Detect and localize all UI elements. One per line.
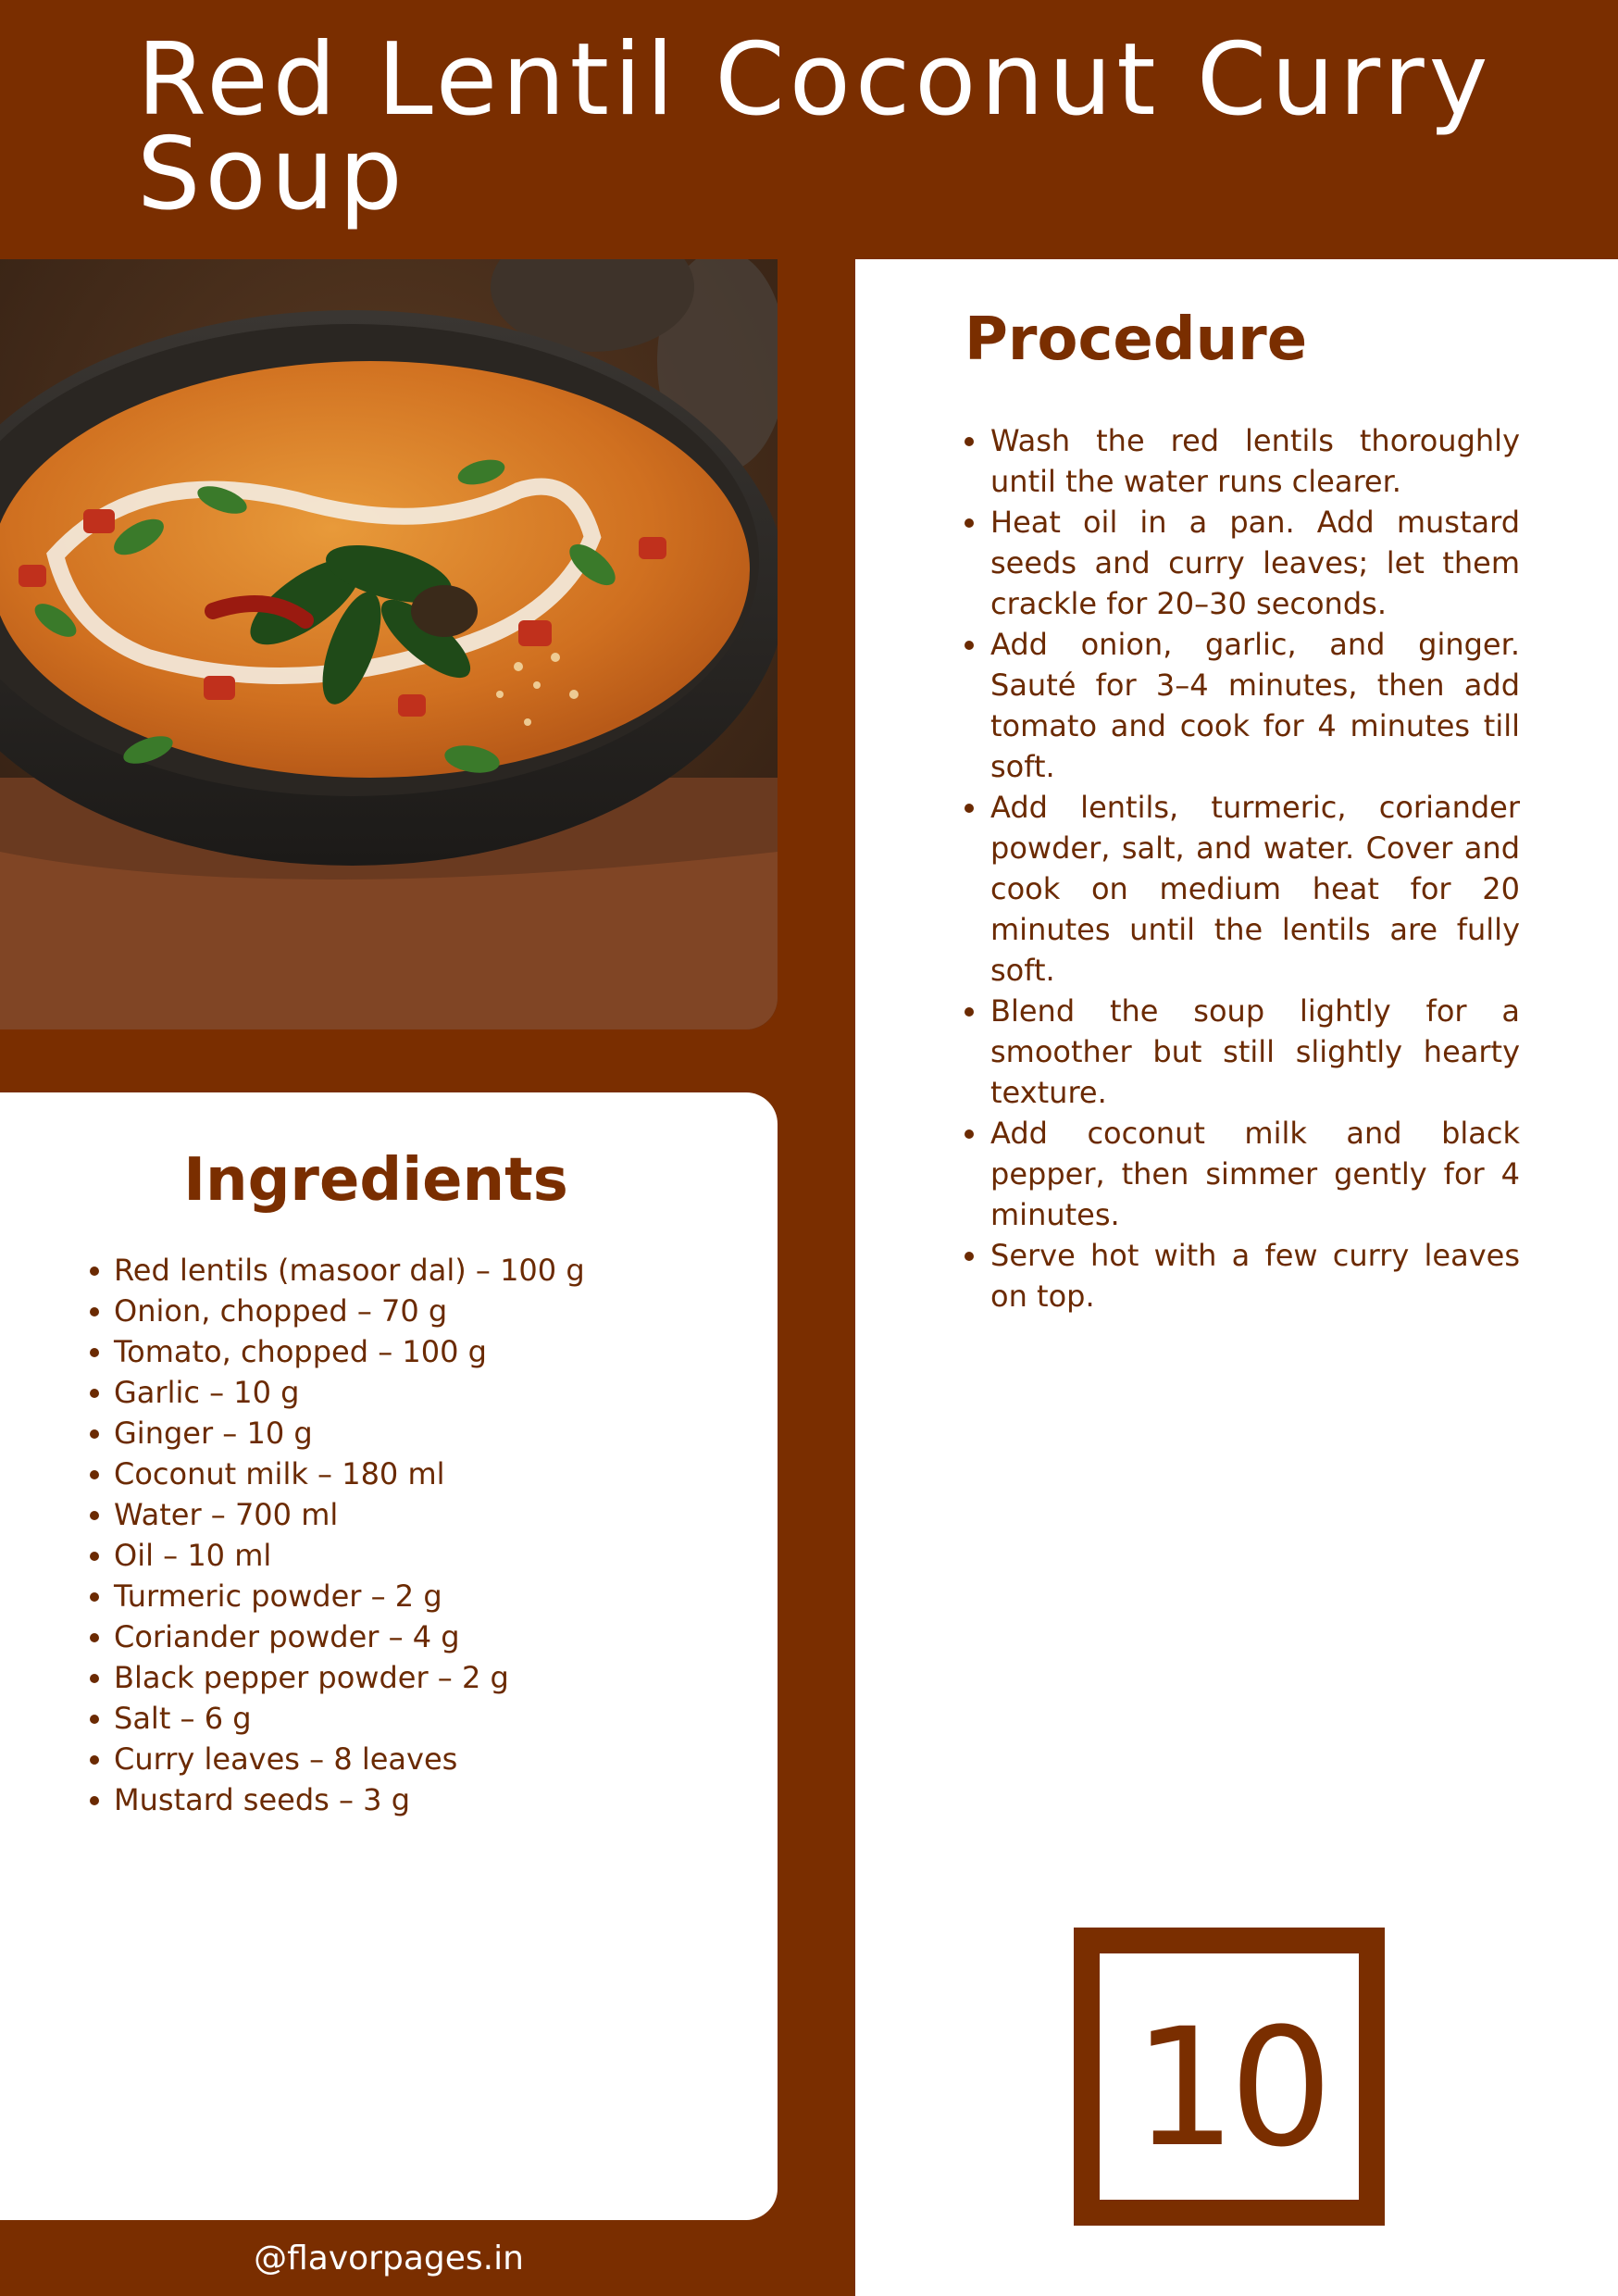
ingredient-item: Red lentils (masoor dal) – 100 g [114, 1250, 725, 1291]
ingredient-item: Water – 700 ml [114, 1494, 725, 1535]
procedure-list [990, 420, 1520, 1316]
ingredient-item: Garlic – 10 g [114, 1372, 725, 1413]
ingredients-list [114, 1250, 725, 1820]
lentil-soup-bowl-image [0, 259, 778, 1029]
ingredient-item: Onion, chopped – 70 g [114, 1291, 725, 1331]
page-number-box [1074, 1928, 1385, 2226]
ingredient-item: Tomato, chopped – 100 g [114, 1331, 725, 1372]
procedure-heading: Procedure [965, 306, 1308, 374]
page-number: 10 [1133, 1993, 1326, 2183]
ingredient-item: Mustard seeds – 3 g [114, 1779, 725, 1820]
procedure-step: Add lentils, turmeric, coriander powder, salt, and water. Cover and cook on medium heat for 20 minutes until the lentils are fully soft. [990, 787, 1520, 991]
ingredient-item: Coconut milk – 180 ml [114, 1454, 725, 1494]
ingredient-item: Black pepper powder – 2 g [114, 1657, 725, 1698]
ingredients-heading: Ingredients [183, 1146, 568, 1215]
ingredient-item: Curry leaves – 8 leaves [114, 1739, 725, 1779]
footer-handle[interactable]: @flavorpages.in [254, 2240, 524, 2277]
ingredient-item: Oil – 10 ml [114, 1535, 725, 1576]
procedure-step: Serve hot with a few curry leaves on top. [990, 1235, 1520, 1316]
procedure-step: Blend the soup lightly for a smoother but still slightly hearty texture. [990, 991, 1520, 1113]
ingredient-item: Ginger – 10 g [114, 1413, 725, 1454]
ingredient-item: Turmeric powder – 2 g [114, 1576, 725, 1616]
ingredient-item: Salt – 6 g [114, 1698, 725, 1739]
procedure-step: Heat oil in a pan. Add mustard seeds and curry leaves; let them crackle for 20–30 seconds. [990, 502, 1520, 624]
procedure-step: Add coconut milk and black pepper, then simmer gently for 4 minutes. [990, 1113, 1520, 1235]
procedure-step: Wash the red lentils thoroughly until the water runs clearer. [990, 420, 1520, 502]
recipe-title: Red Lentil Coconut Curry Soup [137, 22, 1493, 232]
header-band [0, 0, 1618, 259]
ingredient-item: Coriander powder – 4 g [114, 1616, 725, 1657]
procedure-step: Add onion, garlic, and ginger. Sauté for 3–4 minutes, then add tomato and cook for 4 minutes till soft. [990, 624, 1520, 787]
